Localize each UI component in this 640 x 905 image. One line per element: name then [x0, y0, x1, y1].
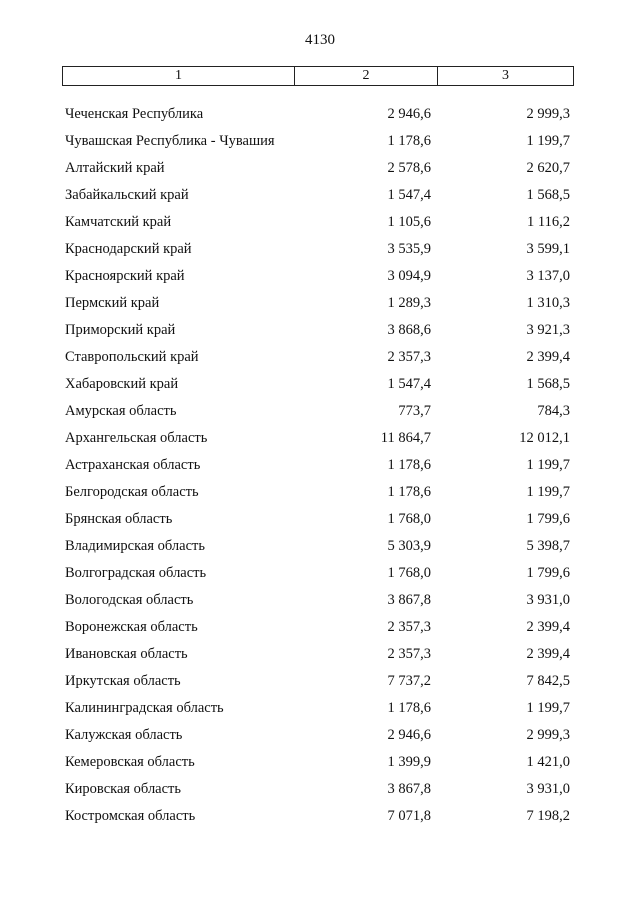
value-col-2: 1 289,3 [387, 295, 431, 311]
header-col-2: 2 [295, 67, 438, 85]
value-col-2: 1 547,4 [387, 376, 431, 392]
region-name: Костромская область [65, 808, 196, 824]
value-col-3: 3 137,0 [526, 268, 570, 284]
table-row [0, 290, 640, 317]
region-name: Ставропольский край [65, 349, 199, 365]
region-name: Брянская область [65, 511, 173, 527]
value-col-2: 5 303,9 [387, 538, 431, 554]
table-row [0, 128, 640, 155]
value-col-3: 2 399,4 [526, 349, 570, 365]
region-name: Владимирская область [65, 538, 205, 554]
region-name: Кемеровская область [65, 754, 195, 770]
table-row [0, 263, 640, 290]
value-col-3: 1 199,7 [526, 457, 570, 473]
region-name: Чувашская Республика - Чувашия [65, 133, 275, 149]
value-col-2: 7 737,2 [387, 673, 431, 689]
table-row [0, 776, 640, 803]
value-col-2: 1 768,0 [387, 565, 431, 581]
header-col-1: 1 [63, 67, 295, 85]
value-col-3: 1 199,7 [526, 133, 570, 149]
table-row [0, 641, 640, 668]
value-col-3: 1 421,0 [526, 754, 570, 770]
region-name: Приморский край [65, 322, 176, 338]
region-name: Амурская область [65, 403, 177, 419]
value-col-2: 3 867,8 [387, 592, 431, 608]
table-row [0, 236, 640, 263]
value-col-2: 3 867,8 [387, 781, 431, 797]
value-col-3: 3 931,0 [526, 592, 570, 608]
value-col-2: 773,7 [398, 403, 431, 419]
table-row [0, 614, 640, 641]
table-row [0, 587, 640, 614]
value-col-2: 2 946,6 [387, 727, 431, 743]
value-col-2: 1 178,6 [387, 133, 431, 149]
region-name: Вологодская область [65, 592, 194, 608]
table-row [0, 668, 640, 695]
region-name: Краснодарский край [65, 241, 192, 257]
value-col-3: 2 999,3 [526, 106, 570, 122]
value-col-2: 1 768,0 [387, 511, 431, 527]
value-col-3: 1 799,6 [526, 565, 570, 581]
value-col-3: 7 198,2 [526, 808, 570, 824]
table-row [0, 101, 640, 128]
value-col-3: 1 568,5 [526, 187, 570, 203]
value-col-3: 1 568,5 [526, 376, 570, 392]
table-row [0, 317, 640, 344]
value-col-3: 3 599,1 [526, 241, 570, 257]
region-name: Калужская область [65, 727, 183, 743]
value-col-2: 1 178,6 [387, 484, 431, 500]
value-col-2: 2 578,6 [387, 160, 431, 176]
region-name: Воронежская область [65, 619, 198, 635]
region-name: Чеченская Республика [65, 106, 204, 122]
region-name: Волгоградская область [65, 565, 207, 581]
table-row [0, 560, 640, 587]
value-col-3: 2 399,4 [526, 619, 570, 635]
table-row [0, 371, 640, 398]
region-name: Ивановская область [65, 646, 188, 662]
region-name: Архангельская область [65, 430, 208, 446]
value-col-3: 1 799,6 [526, 511, 570, 527]
table-body [0, 101, 640, 830]
value-col-3: 1 310,3 [526, 295, 570, 311]
value-col-3: 1 199,7 [526, 484, 570, 500]
table-header [62, 66, 574, 86]
table-row [0, 479, 640, 506]
value-col-2: 2 946,6 [387, 106, 431, 122]
table-row [0, 506, 640, 533]
value-col-2: 3 535,9 [387, 241, 431, 257]
value-col-2: 1 547,4 [387, 187, 431, 203]
table-row [0, 452, 640, 479]
region-name: Белгородская область [65, 484, 199, 500]
table-row [0, 209, 640, 236]
header-col-3: 3 [502, 68, 509, 83]
table-row [0, 425, 640, 452]
value-col-2: 2 357,3 [387, 619, 431, 635]
region-name: Хабаровский край [65, 376, 179, 392]
value-col-3: 2 620,7 [526, 160, 570, 176]
value-col-3: 1 199,7 [526, 700, 570, 716]
value-col-3: 1 116,2 [527, 214, 570, 230]
region-name: Алтайский край [65, 160, 165, 176]
value-col-2: 2 357,3 [387, 646, 431, 662]
value-col-2: 1 105,6 [387, 214, 431, 230]
region-name: Забайкальский край [65, 187, 189, 203]
table-row [0, 722, 640, 749]
value-col-2: 2 357,3 [387, 349, 431, 365]
region-name: Астраханская область [65, 457, 201, 473]
table-row [0, 533, 640, 560]
value-col-2: 7 071,8 [387, 808, 431, 824]
region-name: Камчатский край [65, 214, 172, 230]
value-col-2: 1 399,9 [387, 754, 431, 770]
table-row [0, 398, 640, 425]
value-col-2: 11 864,7 [380, 430, 431, 446]
page-number: 4130 [305, 32, 335, 48]
value-col-3: 12 012,1 [519, 430, 570, 446]
value-col-3: 2 999,3 [526, 727, 570, 743]
value-col-3: 3 931,0 [526, 781, 570, 797]
value-col-3: 7 842,5 [526, 673, 570, 689]
region-name: Калининградская область [65, 700, 224, 716]
region-name: Кировская область [65, 781, 182, 797]
value-col-2: 3 868,6 [387, 322, 431, 338]
table-row [0, 695, 640, 722]
value-col-3: 784,3 [537, 403, 570, 419]
value-col-3: 5 398,7 [526, 538, 570, 554]
region-name: Иркутская область [65, 673, 181, 689]
region-name: Пермский край [65, 295, 160, 311]
table-row [0, 749, 640, 776]
table-row [0, 155, 640, 182]
region-name: Красноярский край [65, 268, 185, 284]
value-col-2: 3 094,9 [387, 268, 431, 284]
value-col-3: 3 921,3 [526, 322, 570, 338]
table-row [0, 182, 640, 209]
table-row [0, 803, 640, 830]
value-col-2: 1 178,6 [387, 457, 431, 473]
table-row [0, 344, 640, 371]
value-col-2: 1 178,6 [387, 700, 431, 716]
value-col-3: 2 399,4 [526, 646, 570, 662]
